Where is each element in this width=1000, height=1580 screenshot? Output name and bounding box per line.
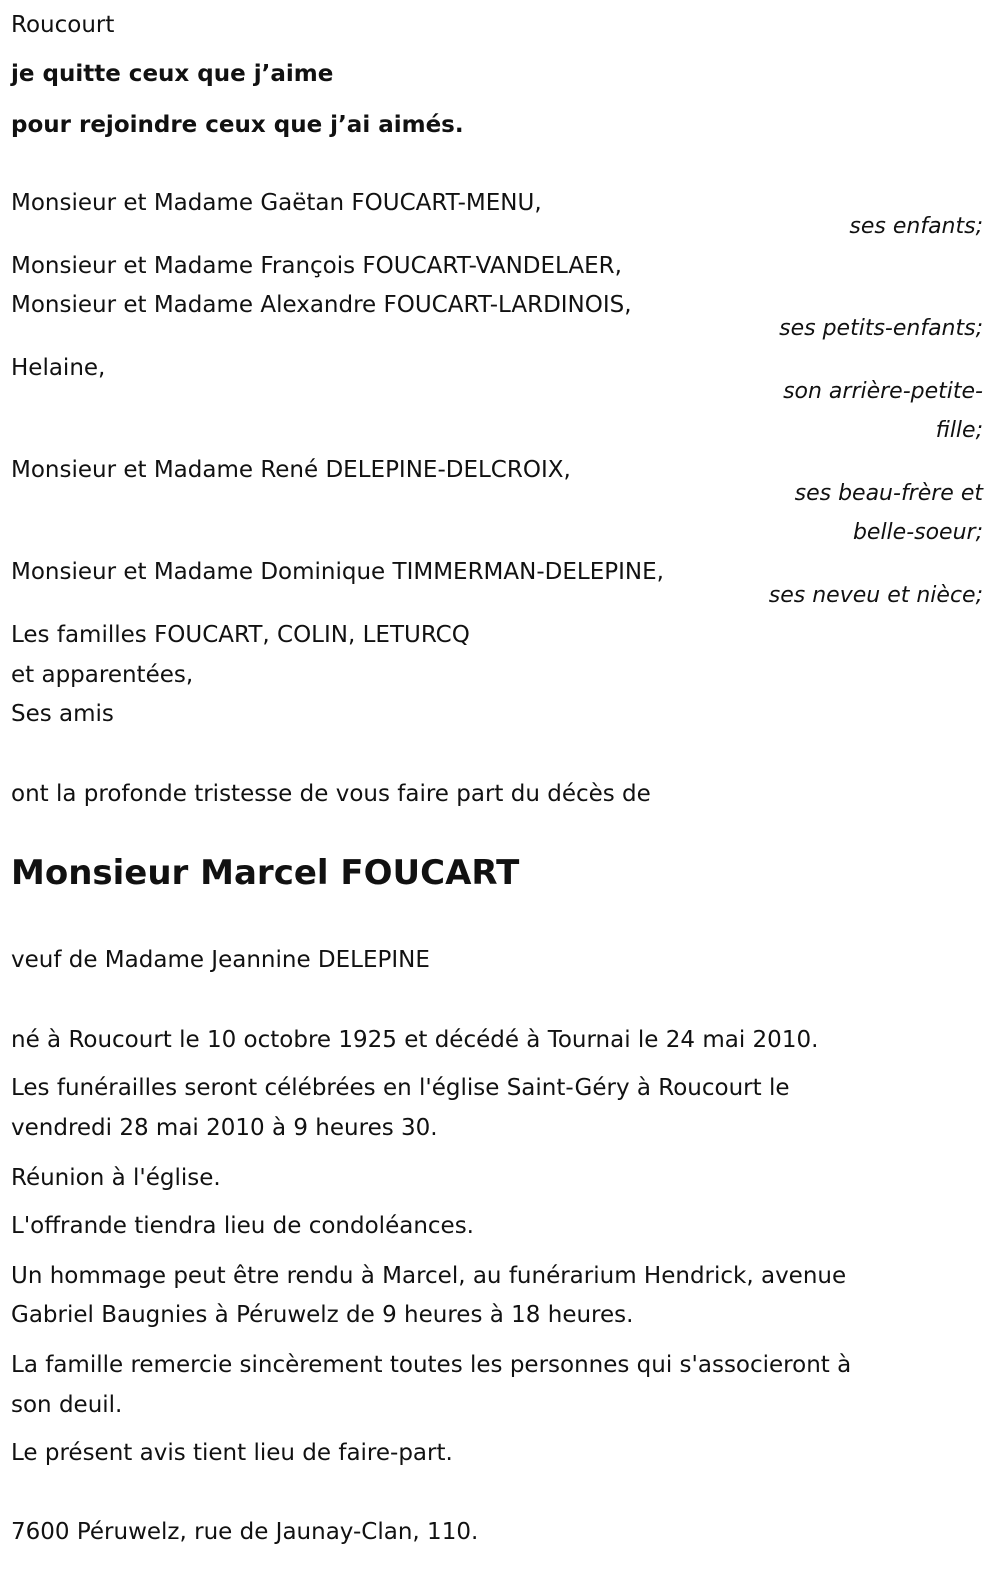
detail-line: Gabriel Baugnies à Péruwelz de 9 heures à 18 heures.: [11, 1302, 634, 1328]
address: 7600 Péruwelz, rue de Jaunay-Clan, 110.: [11, 1519, 479, 1545]
detail-line: La famille remercie sincèrement toutes les personnes qui s'associeront à: [11, 1352, 852, 1378]
widower-line: veuf de Madame Jeannine DELEPINE: [11, 947, 430, 973]
place: Roucourt: [11, 12, 115, 38]
family-name: Helaine,: [11, 355, 106, 381]
detail-line: Les funérailles seront célébrées en l'église Saint-Géry à Roucourt le: [11, 1075, 790, 1101]
detail-line: Réunion à l'église.: [11, 1165, 221, 1191]
detail-line: Un hommage peut être rendu à Marcel, au funérarium Hendrick, avenue: [11, 1263, 847, 1289]
family-relation: son arrière-petite-: [783, 379, 983, 404]
detail-line: son deuil.: [11, 1392, 123, 1418]
others-line: et apparentées,: [11, 662, 194, 688]
family-name: Monsieur et Madame René DELEPINE-DELCROIX,: [11, 457, 571, 483]
detail-line: L'offrande tiendra lieu de condoléances.: [11, 1213, 474, 1239]
others-line: Ses amis: [11, 701, 114, 727]
verse-line: je quitte ceux que j’aime: [11, 61, 334, 87]
family-name: Monsieur et Madame François FOUCART-VANDELAER,: [11, 253, 622, 279]
announcement: ont la profonde tristesse de vous faire part du décès de: [11, 781, 651, 807]
detail-line: vendredi 28 mai 2010 à 9 heures 30.: [11, 1115, 438, 1141]
detail-line: né à Roucourt le 10 octobre 1925 et décédé à Tournai le 24 mai 2010.: [11, 1027, 819, 1053]
family-name: Monsieur et Madame Gaëtan FOUCART-MENU,: [11, 190, 542, 216]
family-relation: belle-soeur;: [852, 520, 983, 545]
others-line: Les familles FOUCART, COLIN, LETURCQ: [11, 622, 470, 648]
family-relation: ses neveu et nièce;: [768, 583, 983, 608]
family-relation: fille;: [935, 418, 983, 443]
family-relation: ses beau-frère et: [794, 481, 983, 506]
family-relation: ses enfants;: [849, 214, 983, 239]
verse-line: pour rejoindre ceux que j’ai aimés.: [11, 112, 464, 138]
detail-line: Le présent avis tient lieu de faire-part.: [11, 1440, 453, 1466]
deceased-name: Monsieur Marcel FOUCART: [11, 853, 520, 893]
family-name: Monsieur et Madame Alexandre FOUCART-LARDINOIS,: [11, 292, 632, 318]
family-name: Monsieur et Madame Dominique TIMMERMAN-DELEPINE,: [11, 559, 664, 585]
family-relation: ses petits-enfants;: [779, 316, 983, 341]
